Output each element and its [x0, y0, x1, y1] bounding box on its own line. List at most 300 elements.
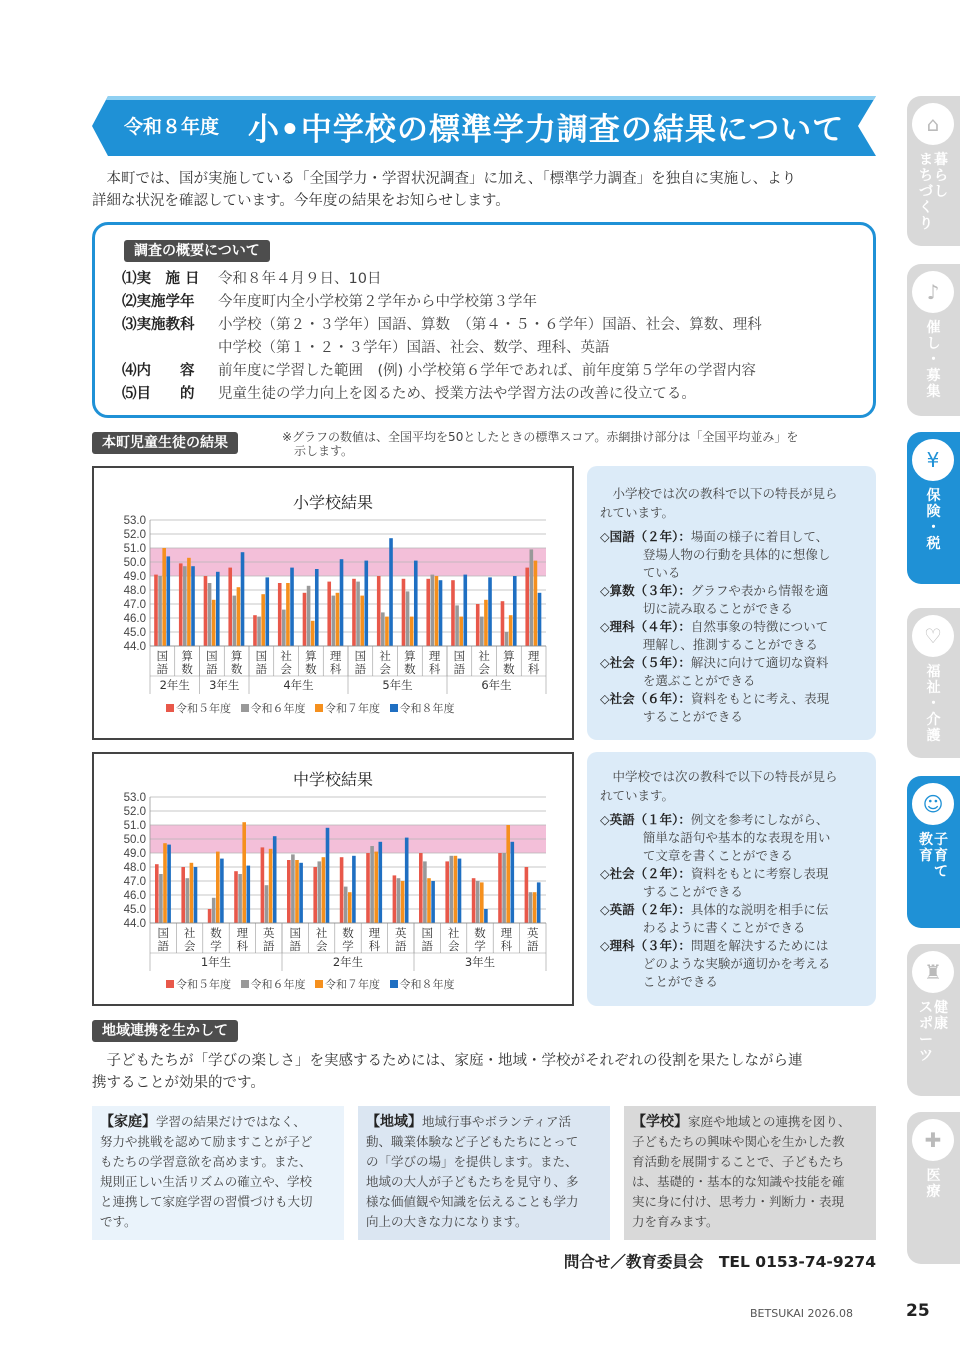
x-tick-label: 語 — [157, 939, 169, 953]
side-tab-char: 祉 — [926, 680, 941, 696]
bar — [241, 552, 245, 646]
y-tick-label: 49.0 — [123, 848, 146, 860]
bar — [212, 600, 216, 646]
y-tick-label: 51.0 — [123, 820, 146, 832]
x-tick-label: 科 — [527, 662, 540, 676]
side-tab[interactable] — [907, 608, 960, 758]
legend-swatch — [315, 980, 323, 988]
x-tick-label: 数 — [210, 926, 222, 940]
bar — [307, 586, 311, 646]
group-label: 4年生 — [283, 678, 314, 692]
bar — [348, 892, 352, 923]
side-tab-char: 教 — [919, 832, 933, 848]
bar — [476, 881, 480, 923]
side-tab-label-column — [927, 488, 941, 552]
legend-swatch — [390, 704, 398, 712]
collab-line — [366, 1192, 602, 1212]
bar — [204, 576, 208, 646]
x-tick-label: 語 — [206, 662, 218, 676]
y-tick-label: 46.0 — [123, 613, 146, 625]
collab-line — [366, 1132, 602, 1152]
collab-text: 力を育みます。 — [632, 1214, 719, 1229]
bar — [194, 867, 198, 923]
bar — [238, 874, 242, 923]
side-tab-char: し — [926, 336, 941, 352]
x-tick-label: 数 — [230, 662, 243, 676]
community-paragraph — [92, 1050, 892, 1094]
bar — [212, 898, 216, 923]
bar — [191, 566, 195, 646]
overview-row-value: 前年度に学習した範囲 (例) 小学校第６学年であれば、前年度第５学年の学習内容 — [218, 363, 756, 379]
x-tick-label: 理 — [368, 926, 381, 940]
overview-row — [122, 291, 537, 314]
side-tab-label — [907, 832, 960, 880]
side-tab-label-column — [934, 832, 948, 880]
side-tab-char: ・ — [926, 520, 941, 536]
bar — [286, 583, 290, 646]
note-item-subject: ◇国語（２年）： — [600, 529, 691, 544]
side-tab[interactable] — [907, 432, 960, 584]
y-tick-label: 53.0 — [123, 515, 146, 527]
legend-label: 令和６年度 — [250, 702, 306, 715]
x-tick-label: 語 — [156, 662, 169, 676]
bar — [287, 860, 291, 923]
overview-row-key: ⑸目 的 — [122, 386, 195, 402]
note-item-line: グラフや表から情報を適 — [690, 583, 829, 598]
elementary-legend — [160, 700, 455, 716]
group-label: 6年生 — [481, 678, 512, 692]
collab-text: 地域の大人が子どもたちを見守り、多 — [366, 1174, 579, 1189]
side-tab-char: 護 — [926, 728, 941, 744]
x-tick-label: 理 — [527, 649, 540, 663]
note-item-line: どのような実験が適切かを考える — [642, 956, 831, 971]
side-tab-char: 子 — [934, 832, 948, 848]
bar — [318, 861, 322, 923]
legend-label: 令和７年度 — [325, 978, 380, 991]
collab-text: 地域行事やボランティア活 — [422, 1114, 572, 1129]
bar — [340, 559, 344, 646]
bar — [463, 575, 467, 646]
bar — [158, 576, 162, 646]
bar — [381, 612, 385, 646]
note-item-line: 簡単な語句や基本的な表現を用い — [642, 830, 831, 845]
group-label: 3年生 — [209, 678, 240, 692]
collab-text: 子どもたちの興味や関心を生かした教 — [632, 1134, 845, 1149]
bar — [480, 882, 484, 923]
intro-line: 詳細な状況を確認しています。今年度の結果をお知らせします。 — [92, 193, 510, 209]
overview-row-key: ⑷内 容 — [122, 363, 195, 379]
legend-label: 令和５年度 — [176, 702, 231, 715]
x-tick-label: 数 — [305, 662, 317, 676]
legend-swatch — [166, 980, 174, 988]
collab-line — [366, 1172, 602, 1192]
x-tick-label: 語 — [354, 662, 367, 676]
y-tick-label: 48.0 — [123, 585, 146, 597]
bar — [181, 867, 185, 923]
bar — [530, 549, 534, 646]
x-tick-label: 理 — [236, 926, 249, 940]
bar — [484, 909, 488, 923]
side-tab-char: し — [934, 184, 948, 200]
bar — [356, 582, 360, 646]
bar — [163, 843, 167, 923]
side-tab-char: 育 — [934, 848, 948, 864]
junior-chart — [94, 787, 572, 973]
house-icon: ⌂ — [912, 103, 954, 145]
y-tick-label: 47.0 — [123, 599, 146, 611]
collab-text: 育活動を展開することで、子どもたち — [632, 1154, 845, 1169]
x-tick-label: 算 — [181, 649, 193, 663]
bar — [397, 878, 401, 923]
x-tick-label: 算 — [404, 649, 416, 663]
x-tick-label: 科 — [500, 939, 513, 953]
x-tick-label: 語 — [395, 939, 407, 953]
y-tick-label: 50.0 — [123, 557, 146, 569]
bar — [326, 828, 330, 923]
legend-swatch — [166, 704, 174, 712]
y-tick-label: 46.0 — [123, 890, 146, 902]
collab-text: です。 — [100, 1214, 137, 1229]
side-tab[interactable] — [907, 944, 960, 1096]
legend-swatch — [241, 704, 249, 712]
overview-heading: 調査の概要について — [124, 240, 270, 262]
side-tab-label-column — [934, 152, 948, 232]
overview-row-key: ⑶実施教科 — [122, 317, 195, 333]
x-tick-label: 英 — [263, 926, 275, 940]
bar — [273, 836, 277, 923]
junior-legend — [160, 976, 455, 992]
collab-text: 様な価値観や知識を伝えることも学力 — [366, 1194, 579, 1209]
collab-box — [92, 1106, 344, 1240]
note-item-line: 理解し、推測することができる — [642, 637, 818, 652]
note-item — [600, 865, 872, 901]
bar — [291, 854, 295, 923]
bar — [344, 887, 348, 923]
y-tick-label: 52.0 — [123, 806, 146, 818]
y-tick-label: 49.0 — [123, 571, 146, 583]
contact-line: 問合せ／教育委員会 TEL 0153-74-9274 — [563, 1253, 876, 1271]
overview-row-value: 小学校（第２・３学年）国語、算数 （第４・５・６学年）国語、社会、算数、理科 — [218, 317, 762, 333]
note-item — [600, 811, 872, 865]
note-item-line: 解決に向けて適切な資料 — [690, 655, 829, 670]
x-tick-label: 学 — [342, 939, 354, 953]
collab-box — [624, 1106, 876, 1240]
note-item-subject: ◇社会（５年）： — [600, 655, 691, 670]
bar — [315, 569, 319, 646]
bar — [278, 583, 282, 646]
side-tab-label-column — [919, 152, 933, 232]
side-tab-label — [907, 1168, 960, 1200]
note-item-line: 切に読み取ることができる — [642, 601, 793, 616]
bar — [377, 576, 381, 646]
bar — [360, 596, 364, 646]
bar — [295, 860, 299, 923]
note-item-line: ている — [642, 565, 681, 580]
collab-text: 家庭や地域との連携を図り、 — [688, 1114, 851, 1129]
bar — [327, 582, 331, 646]
bar — [299, 863, 303, 923]
notes-intro — [600, 767, 872, 805]
collab-line — [100, 1112, 336, 1132]
side-tab-char: 育 — [919, 848, 933, 864]
bar — [340, 857, 344, 923]
elementary-chart — [94, 510, 572, 696]
x-tick-label: 会 — [280, 662, 292, 676]
bar — [366, 853, 370, 923]
side-tab-label — [907, 320, 960, 400]
side-tab-char: 催 — [926, 320, 941, 336]
collab-text: 動、職業体験など子どもたちにとって — [366, 1134, 579, 1149]
bar — [167, 845, 171, 923]
side-tab-label-column — [934, 1000, 948, 1064]
collab-line — [100, 1152, 336, 1172]
bar — [454, 856, 458, 923]
bar — [374, 852, 378, 923]
side-tab-char: 医 — [926, 1168, 941, 1184]
bar — [166, 556, 170, 646]
bar — [525, 867, 529, 923]
bar — [187, 558, 191, 646]
collab-text: 規則正しい生活リズムの確立や、学校 — [100, 1174, 313, 1189]
note-item — [600, 528, 872, 582]
notes-intro-line: れています。 — [600, 505, 675, 520]
x-tick-label: 語 — [527, 939, 539, 953]
bar — [423, 861, 427, 923]
side-tab[interactable] — [907, 96, 960, 246]
legend-label: 令和６年度 — [250, 978, 306, 991]
collab-title: 【地域】 — [366, 1114, 422, 1130]
legend-swatch — [241, 980, 249, 988]
intro-line: 本町では、国が実施している「全国学力・学習状況調査」に加え、「標準学力調査」を独自に実施し、より — [106, 171, 797, 187]
bar — [247, 866, 251, 923]
notes-intro-line: れています。 — [600, 788, 675, 803]
group-label: 2年生 — [332, 955, 364, 969]
overview-row — [122, 314, 762, 337]
collab-box — [358, 1106, 610, 1240]
legend-label: 令和７年度 — [325, 702, 380, 715]
bar — [511, 842, 515, 923]
note-item-subject: ◇理科（３年）： — [600, 938, 691, 953]
side-tab-char: ち — [919, 168, 933, 184]
overview-row-key: ⑵実施学年 — [122, 294, 195, 310]
bar — [370, 846, 374, 923]
bar — [472, 878, 476, 923]
bar — [269, 849, 273, 923]
legend-swatch — [315, 704, 323, 712]
bar — [379, 842, 383, 923]
x-tick-label: 英 — [527, 926, 539, 940]
bar — [455, 605, 459, 646]
note-item — [600, 937, 872, 991]
collab-line — [100, 1172, 336, 1192]
x-tick-label: 会 — [183, 939, 196, 953]
collab-line — [632, 1212, 868, 1232]
bar — [265, 885, 269, 923]
title-year: 令和８年度 — [124, 116, 220, 138]
bar — [154, 575, 158, 646]
bar — [332, 596, 336, 646]
bar — [179, 563, 183, 646]
bar — [208, 909, 212, 923]
note-item-subject: ◇算数（３年）： — [600, 583, 691, 598]
bar — [506, 825, 510, 923]
note-line: ※グラフの数値は、全国平均を50としたときの標準スコア。赤網掛け部分は「全国平均並み」を — [282, 430, 799, 444]
x-tick-label: 国 — [453, 649, 466, 663]
bar — [431, 575, 435, 646]
overview-row — [122, 360, 756, 383]
bar — [410, 617, 414, 646]
x-tick-label: 国 — [156, 649, 169, 663]
collab-line — [100, 1212, 336, 1232]
note-item — [600, 618, 872, 654]
bar — [476, 604, 480, 646]
x-tick-label: 語 — [255, 662, 268, 676]
y-tick-label: 52.0 — [123, 529, 146, 541]
bar — [401, 881, 405, 923]
side-tab-label-column — [927, 664, 941, 744]
collab-text: 向上の大きな力になります。 — [366, 1214, 528, 1229]
side-tab-char: づ — [919, 184, 933, 200]
side-tab-char: り — [919, 216, 933, 232]
side-tab-label-column — [919, 832, 933, 880]
bar — [538, 593, 542, 646]
heart-hands-icon: ♡ — [912, 615, 954, 657]
bar — [513, 576, 517, 646]
note-item-line: 資料をもとに考察し表現 — [690, 866, 829, 881]
x-tick-label: 社 — [447, 926, 460, 940]
collab-line — [632, 1112, 868, 1132]
note-item-line: を選ぶことができる — [642, 673, 756, 688]
bar — [427, 878, 431, 923]
note-item-line: 問題を解決するためには — [690, 938, 829, 953]
collab-title: 【家庭】 — [100, 1114, 156, 1130]
side-tab-char: 暮 — [934, 152, 948, 168]
side-tab-char: 福 — [926, 664, 941, 680]
collab-title: 【学校】 — [632, 1114, 688, 1130]
x-tick-label: 理 — [500, 926, 513, 940]
bar — [488, 577, 492, 646]
side-tab-char: 保 — [926, 488, 941, 504]
note-line: 示します。 — [294, 444, 354, 458]
bar — [261, 594, 265, 646]
bar — [265, 577, 269, 646]
collab-text: の「学びの場」を提供します。また、 — [366, 1154, 578, 1169]
note-item-subject: ◇英語（１年）： — [600, 812, 691, 827]
x-tick-label: 算 — [230, 649, 243, 663]
bar — [509, 615, 513, 646]
bar — [402, 579, 406, 646]
x-tick-label: 理 — [329, 649, 342, 663]
group-label: 3年生 — [464, 955, 496, 969]
side-tab-char: ら — [934, 168, 948, 184]
group-label: 1年生 — [200, 955, 232, 969]
bar — [162, 548, 166, 646]
side-tab[interactable] — [907, 1112, 960, 1264]
bar — [445, 861, 449, 923]
y-tick-label: 44.0 — [123, 641, 146, 653]
note-item-line: 自然事象の特徴について — [690, 619, 829, 634]
collab-line — [366, 1152, 602, 1172]
community-line: 子どもたちが「学びの楽しさ」を実感するためには、家庭・地域・学校がそれぞれの役割を果たしながら連 — [106, 1053, 803, 1069]
y-tick-label: 50.0 — [123, 834, 146, 846]
side-tab[interactable] — [907, 264, 960, 416]
side-tab-label — [907, 1000, 960, 1064]
bar — [183, 566, 187, 646]
y-tick-label: 53.0 — [123, 792, 146, 804]
x-tick-label: 科 — [368, 939, 381, 953]
collab-text: 実に身に付け、思考力・判断力・表現 — [632, 1194, 845, 1209]
note-item-line: することができる — [642, 709, 743, 724]
results-heading: 本町児童生徒の結果 — [92, 432, 238, 454]
notes-intro-line: 中学校では次の教科で以下の特長が見ら — [612, 769, 838, 784]
note-item-line: 具体的な説明を相手に伝 — [690, 902, 829, 917]
note-item-line: 資料をもとに考え、表現 — [690, 691, 830, 706]
note-item-line: 場面の様子に着目して、 — [690, 529, 829, 544]
bar — [290, 568, 294, 646]
elementary-notes — [600, 484, 872, 726]
bar — [313, 867, 317, 923]
side-tab-char: ま — [919, 152, 933, 168]
note-item — [600, 654, 872, 690]
bar — [529, 892, 533, 923]
side-tab-label — [907, 488, 960, 552]
side-tab[interactable] — [907, 776, 960, 928]
x-tick-label: 英 — [395, 926, 407, 940]
bar — [352, 856, 356, 923]
note-item-subject: ◇社会（２年）： — [600, 866, 691, 881]
bar — [501, 601, 505, 646]
page-title: 小•中学校の標準学力調査の結果について — [248, 112, 845, 148]
bar — [426, 579, 430, 646]
bar — [186, 878, 190, 923]
side-tab-char: 療 — [926, 1184, 941, 1200]
side-tab-char: 集 — [926, 384, 941, 400]
collab-line — [632, 1132, 868, 1152]
bar — [534, 561, 538, 646]
bar — [385, 617, 389, 646]
community-line: 携することが効果的です。 — [92, 1075, 265, 1091]
bar — [419, 853, 423, 923]
x-tick-label: 科 — [428, 662, 441, 676]
side-tab-char: 康 — [934, 1016, 948, 1032]
side-tab-char: 介 — [926, 712, 941, 728]
bar — [498, 853, 502, 923]
x-tick-label: 会 — [315, 939, 328, 953]
intro-paragraph — [92, 168, 892, 212]
x-tick-label: 語 — [421, 939, 433, 953]
bar — [435, 576, 439, 646]
note-item-subject: ◇社会（６年）： — [600, 691, 691, 706]
side-tab-char: て — [934, 864, 948, 880]
bar — [505, 632, 509, 646]
collab-line — [632, 1172, 868, 1192]
x-tick-label: 科 — [236, 939, 249, 953]
side-tab-char: ・ — [926, 352, 941, 368]
bar — [311, 621, 315, 646]
junior-notes — [600, 767, 872, 991]
bar — [208, 583, 212, 646]
side-tab-char: ポ — [919, 1016, 933, 1032]
bar — [242, 822, 246, 923]
overview-row-value: 今年度町内全小学校第２学年から中学校第３学年 — [218, 294, 537, 310]
legend-label: 令和８年度 — [399, 702, 455, 715]
bar — [352, 579, 356, 646]
bar — [459, 617, 463, 646]
collab-text: と連携して家庭学習の習慣づけも大切 — [100, 1194, 313, 1209]
x-tick-label: 数 — [503, 662, 515, 676]
bar — [190, 863, 194, 923]
x-tick-label: 会 — [447, 939, 460, 953]
